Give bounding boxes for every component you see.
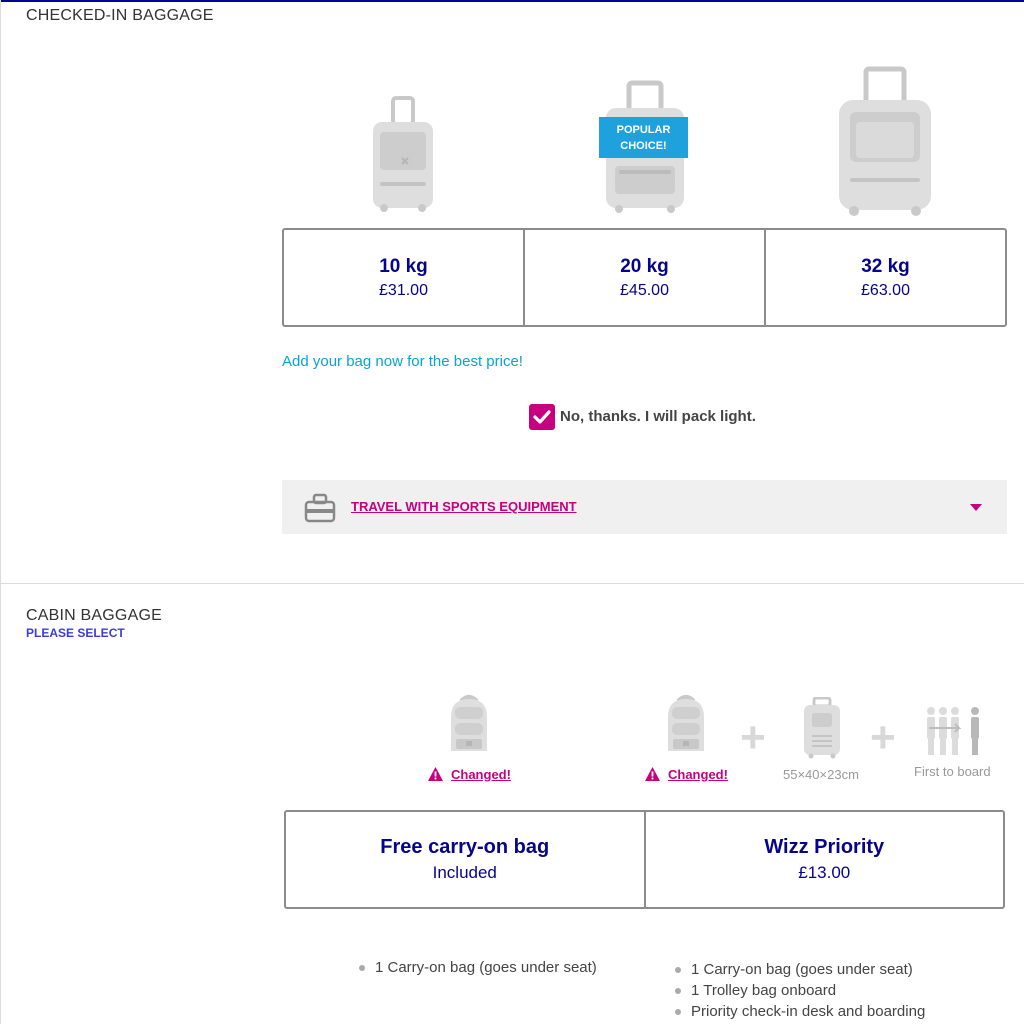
cabin-option-free-carry-on[interactable] — [286, 812, 646, 907]
option-price: £45.00 — [620, 281, 669, 299]
checked-baggage-title: CHECKED-IN BAGGAGE — [26, 7, 214, 24]
option-weight: 20 kg — [620, 255, 669, 277]
cabin-baggage-options — [284, 810, 1005, 909]
sports-bag-icon — [304, 493, 336, 523]
backpack-icon — [664, 693, 708, 755]
no-thanks-checkbox[interactable] — [529, 404, 555, 430]
option-weight: 32 kg — [861, 255, 910, 277]
warning-icon — [644, 766, 661, 782]
trolley-bag-icon — [802, 697, 842, 759]
free-carry-on-features — [359, 957, 597, 978]
feature-item: 1 Trolley bag onboard — [675, 980, 925, 1001]
please-select-label: PLEASE SELECT — [26, 626, 125, 640]
backpack-icon — [447, 693, 491, 755]
header-accent-line — [0, 0, 1024, 2]
option-name: Wizz Priority — [764, 836, 885, 858]
option-price: £13.00 — [798, 863, 851, 882]
option-name: Free carry-on bag — [380, 836, 550, 858]
checked-option-32kg[interactable] — [766, 230, 1005, 325]
chevron-down-icon[interactable] — [970, 504, 982, 511]
changed-link[interactable]: Changed! — [451, 767, 511, 782]
feature-item: 1 Carry-on bag (goes under seat) — [359, 957, 597, 978]
popular-choice-badge: POPULAR CHOICE! — [599, 117, 688, 158]
feature-item: Priority check-in desk and boarding — [675, 1001, 925, 1022]
suitcase-32kg-icon — [836, 66, 934, 216]
plus-icon: + — [870, 713, 896, 762]
warning-icon — [427, 766, 444, 782]
sports-equipment-link[interactable]: TRAVEL WITH SPORTS EQUIPMENT — [351, 499, 577, 514]
changed-link[interactable]: Changed! — [668, 767, 728, 782]
best-price-promo: Add your bag now for the best price! — [282, 353, 523, 370]
priority-boarding-icon — [926, 706, 984, 758]
left-border — [0, 0, 1, 1024]
checked-option-20kg[interactable] — [525, 230, 766, 325]
option-price: £63.00 — [861, 281, 910, 299]
feature-item: 1 Carry-on bag (goes under seat) — [675, 959, 925, 980]
option-price: £31.00 — [379, 281, 428, 299]
suitcase-10kg-icon — [370, 96, 436, 212]
cabin-baggage-title: CABIN BAGGAGE — [26, 607, 162, 624]
cabin-option-wizz-priority[interactable] — [646, 812, 1004, 907]
option-price: Included — [432, 863, 497, 882]
trolley-dimensions: 55×40×23cm — [783, 767, 859, 782]
checked-option-10kg[interactable] — [284, 230, 525, 325]
option-weight: 10 kg — [379, 255, 428, 277]
wizz-priority-features — [675, 959, 925, 1022]
sports-equipment-accordion[interactable] — [282, 480, 1007, 534]
plus-icon: + — [740, 713, 766, 762]
checked-baggage-options — [282, 228, 1007, 327]
checkmark-icon — [529, 404, 555, 430]
no-thanks-label[interactable]: No, thanks. I will pack light. — [560, 408, 756, 425]
section-divider — [0, 583, 1024, 584]
first-to-board-caption: First to board — [914, 764, 991, 779]
